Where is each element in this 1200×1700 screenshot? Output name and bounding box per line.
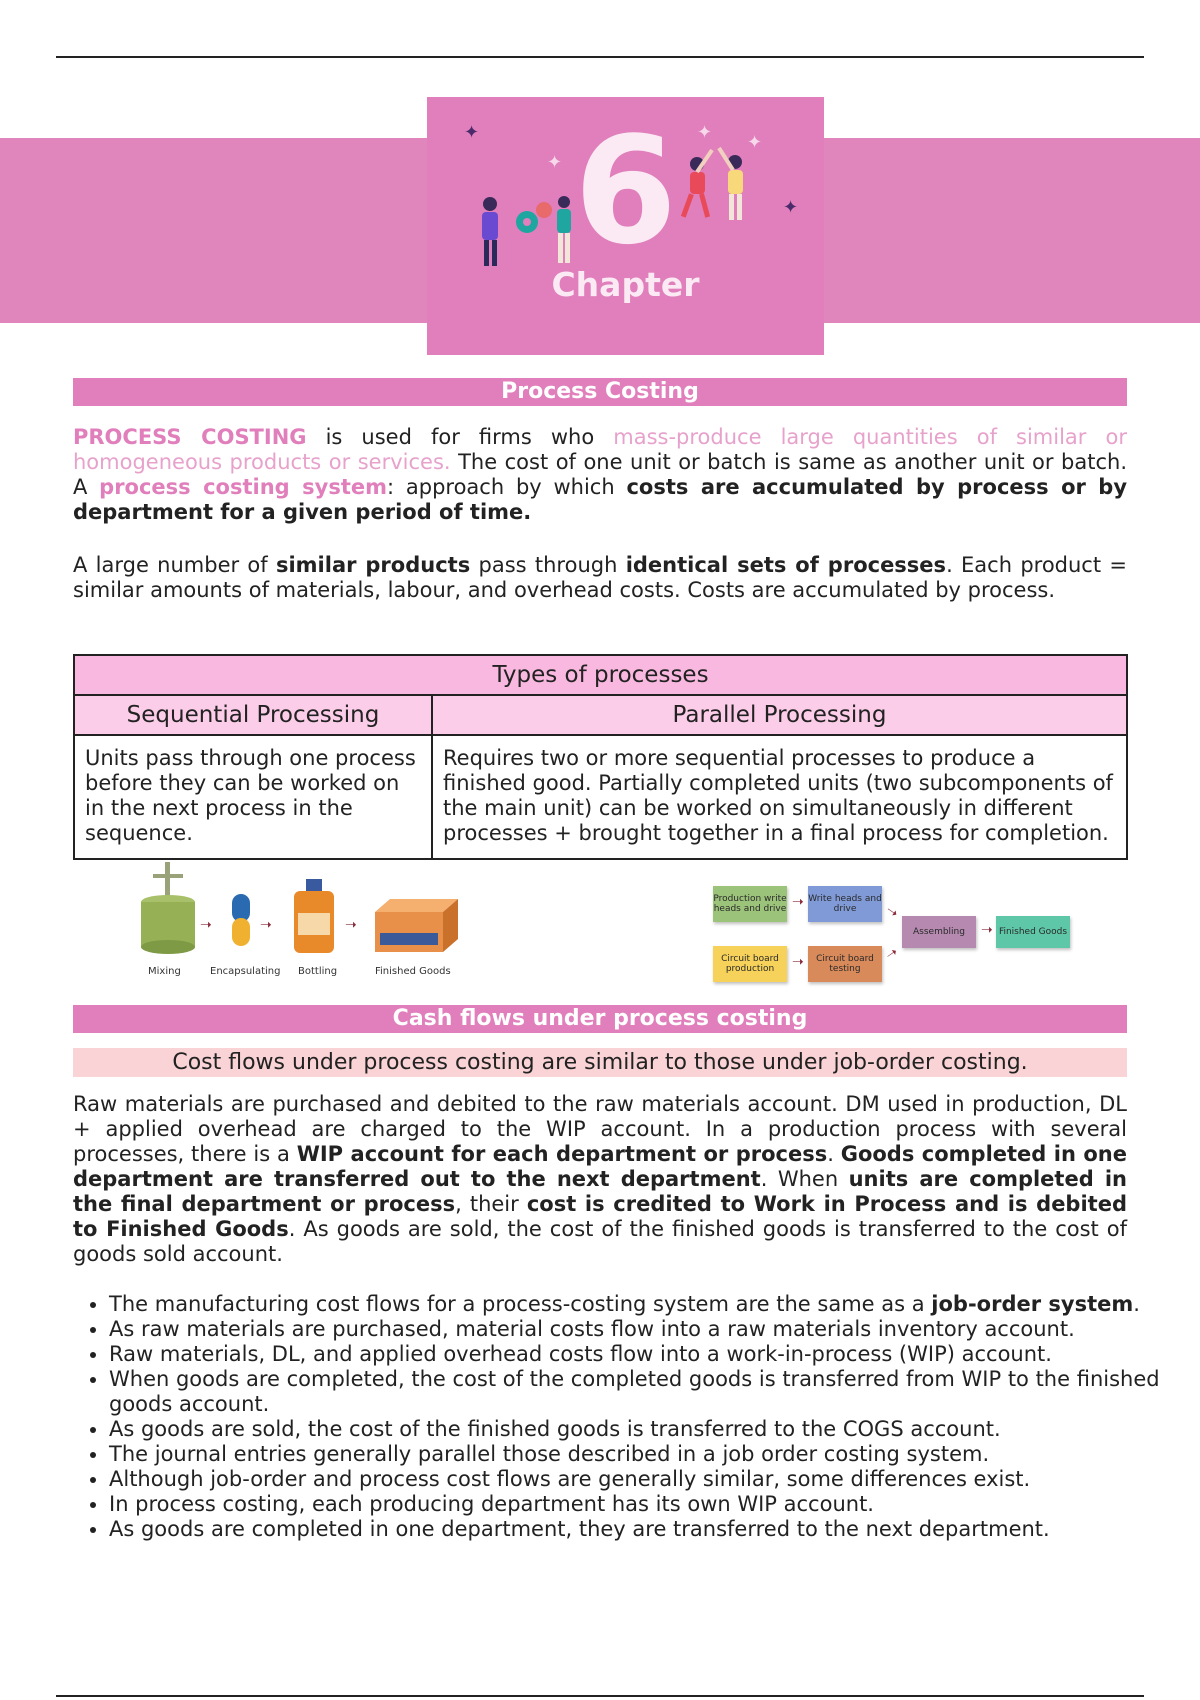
- parallel-processing-illustration: [710, 882, 1070, 992]
- sparkle-icon: ✦: [464, 122, 480, 143]
- cost-flow-bullets: [73, 1292, 1163, 1542]
- sparkle-icon: ✦: [547, 152, 563, 173]
- step-caption: Mixing: [148, 966, 181, 977]
- text-run: : approach by which: [387, 475, 627, 499]
- text-run: is used for firms who: [306, 425, 614, 449]
- table-title: Types of processes: [74, 655, 1127, 695]
- flow-box: Circuit board testing: [808, 946, 882, 982]
- text-run: The cost of one unit or batch is same as another unit or batch. A: [73, 450, 1127, 499]
- section-heading-cash-flows: Cash flows under process costing: [73, 1005, 1127, 1033]
- chapter-badge: [427, 97, 824, 355]
- bold-phrase: identical sets of processes: [625, 553, 947, 577]
- cost-flow-highlight: Cost flows under process costing are similar to those under job-order costing.: [73, 1048, 1127, 1077]
- flow-box: Write heads and drive: [808, 886, 882, 922]
- flow-box: Finished Goods: [996, 916, 1070, 948]
- flow-box: Circuit board production: [713, 946, 787, 982]
- parallel-description: Requires two or more sequential processes to produce a finished good. Partially completed units (two subcomponents of the main unit) can be worked on simultaneously in different processes + brought together in a final process for completion.: [432, 735, 1127, 859]
- arrow-icon: ➝: [882, 944, 902, 964]
- header-sequential: Sequential Processing: [74, 695, 432, 735]
- bottom-rule: [56, 1695, 1144, 1697]
- similar-products-paragraph: [73, 553, 1127, 603]
- text-run: , their: [455, 1192, 527, 1216]
- list-item: • Although job-order and process cost flows are generally similar, some differences exist.: [109, 1467, 1163, 1492]
- arrow-icon: ➝: [200, 917, 212, 933]
- list-item: • As goods are sold, the cost of the finished goods is transferred to the COGS account.: [109, 1417, 1163, 1442]
- intro-paragraph: [73, 425, 1127, 525]
- list-item: • When goods are completed, the cost of the completed goods is transferred from WIP to the finished goods account.: [109, 1367, 1163, 1417]
- flow-box: Assembling: [902, 916, 976, 948]
- sparkle-icon: ✦: [747, 132, 763, 153]
- arrow-icon: ➝: [981, 922, 993, 938]
- list-item: • The journal entries generally parallel those described in a job order costing system.: [109, 1442, 1163, 1467]
- step-caption: Encapsulating: [210, 966, 281, 977]
- mixing-vat-icon: [138, 862, 198, 957]
- bold-phrase: WIP account for each department or process: [296, 1142, 828, 1166]
- bold-phrase: units are completed in the final department or process: [73, 1167, 1127, 1216]
- list-item: • In process costing, each producing department has its own WIP account.: [109, 1492, 1163, 1517]
- capsule-icon: [230, 892, 254, 952]
- top-rule: [56, 56, 1144, 58]
- text-run: . When: [760, 1167, 849, 1191]
- section-heading-process-costing: Process Costing: [73, 378, 1127, 406]
- term-process-costing-system: process costing system: [99, 475, 387, 499]
- header-parallel: Parallel Processing: [432, 695, 1127, 735]
- flow-box: Production write heads and drive: [713, 886, 787, 922]
- text-run: A large number of: [73, 553, 276, 577]
- list-item: • As raw materials are purchased, material costs flow into a raw materials inventory account.: [109, 1317, 1163, 1342]
- text-run: . Each product = similar amounts of materials, labour, and overhead costs. Costs are accumulated by process.: [73, 553, 1127, 602]
- bold-phrase: cost is credited to Work in Process and is debited to Finished Goods: [73, 1192, 1127, 1241]
- arrow-icon: ➝: [345, 917, 357, 933]
- sequential-processing-illustration: [130, 862, 470, 982]
- arrow-icon: ➝: [260, 917, 272, 933]
- list-item: • As goods are completed in one department, they are transferred to the next department.: [109, 1517, 1163, 1542]
- highlight-phrase: mass-produce large quantities of similar or homogeneous products or services.: [73, 425, 1127, 474]
- text-run: .: [1133, 1292, 1140, 1316]
- chapter-label: Chapter: [551, 265, 700, 304]
- arrow-icon: ➝: [792, 894, 804, 910]
- bottle-icon: [290, 877, 338, 957]
- bold-phrase: costs are accumulated by process or by department for a given period of time.: [73, 475, 1128, 524]
- step-caption: Bottling: [298, 966, 338, 977]
- bold-phrase: job-order system: [931, 1292, 1134, 1316]
- term-process-costing: PROCESS COSTING: [73, 425, 307, 449]
- sparkle-icon: ✦: [697, 122, 713, 143]
- list-item: [109, 1292, 1163, 1317]
- types-of-processes-table: [73, 654, 1128, 860]
- text-run: . As goods are sold, the cost of the finished goods is transferred to the cost of goods sold account.: [73, 1217, 1127, 1266]
- arrow-icon: ➝: [792, 954, 804, 970]
- chapter-number: 6: [574, 105, 677, 277]
- bold-phrase: Goods completed in one department are transferred out to the next department: [73, 1142, 1128, 1191]
- finished-goods-box-icon: [370, 897, 460, 957]
- text-run: Raw materials are purchased and debited to the raw materials account. DM used in production, DL + applied overhead are charged to the WIP account. In a production process with several processes, there is a: [73, 1092, 1127, 1166]
- cost-flow-paragraph: [73, 1092, 1127, 1267]
- sparkle-icon: ✦: [783, 197, 799, 218]
- sequential-description: Units pass through one process before they can be worked on in the next process in the sequence.: [74, 735, 432, 859]
- list-item: • Raw materials, DL, and applied overhead costs flow into a work-in-process (WIP) account.: [109, 1342, 1163, 1367]
- text-run: .: [827, 1142, 841, 1166]
- text-run: The manufacturing cost flows for a process-costing system are the same as a: [109, 1292, 932, 1316]
- bold-phrase: similar products: [275, 553, 471, 577]
- text-run: pass through: [470, 553, 626, 577]
- step-caption: Finished Goods: [375, 966, 451, 977]
- arrow-icon: ➝: [882, 902, 902, 922]
